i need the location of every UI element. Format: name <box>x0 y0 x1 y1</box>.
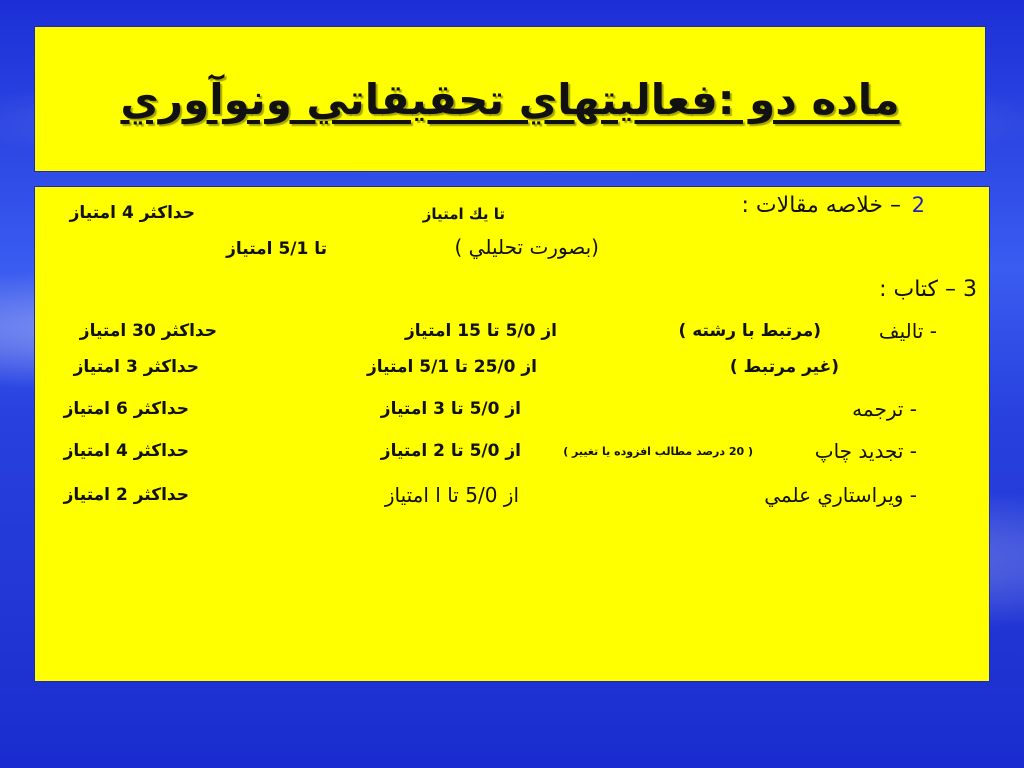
row-range: از 5/0 تا 3 امتياز <box>380 399 521 419</box>
content-panel <box>34 186 990 682</box>
row-note: ( 20 درصد مطالب افزوده يا تغيير ) <box>563 445 753 458</box>
row-note: (مرتبط با رشته ) <box>678 321 821 341</box>
section2-analytical-points: تا 5/1 امتياز <box>226 239 327 259</box>
row-range: از 5/0 تا ا امتياز <box>384 483 519 507</box>
row-range: از 5/0 تا 2 امتياز <box>380 441 521 461</box>
row-label: - تجديد چاپ <box>814 439 917 463</box>
section2-heading: – خلاصه مقالات : <box>741 193 901 218</box>
section2-analytical-label: (بصورت تحليلي ) <box>454 235 599 259</box>
slide-title: ماده دو :فعاليتهاي تحقيقاتي ونوآوري <box>120 74 900 124</box>
row-range: از 5/0 تا 15 امتياز <box>404 321 557 341</box>
section2-number: 2 <box>911 193 925 217</box>
title-panel <box>34 26 986 172</box>
row-max: حداكثر 3 امتياز <box>73 357 199 377</box>
row-label: - تاليف <box>878 319 937 343</box>
row-range: از 25/0 تا 5/1 امتياز <box>366 357 537 377</box>
section2-points: تا يك امتياز <box>422 205 505 223</box>
section3-heading: 3 – كتاب : <box>879 277 977 302</box>
row-label: - ترجمه <box>852 397 917 421</box>
row-label: - ويراستاري علمي <box>764 483 917 507</box>
row-note: (غير مرتبط ) <box>729 357 839 377</box>
row-max: حداكثر 6 امتياز <box>63 399 189 419</box>
row-max: حداكثر 2 امتياز <box>63 485 189 505</box>
row-max: حداكثر 30 امتياز <box>79 321 217 341</box>
section2-max: حداكثر 4 امتياز <box>69 203 195 223</box>
row-max: حداكثر 4 امتياز <box>63 441 189 461</box>
